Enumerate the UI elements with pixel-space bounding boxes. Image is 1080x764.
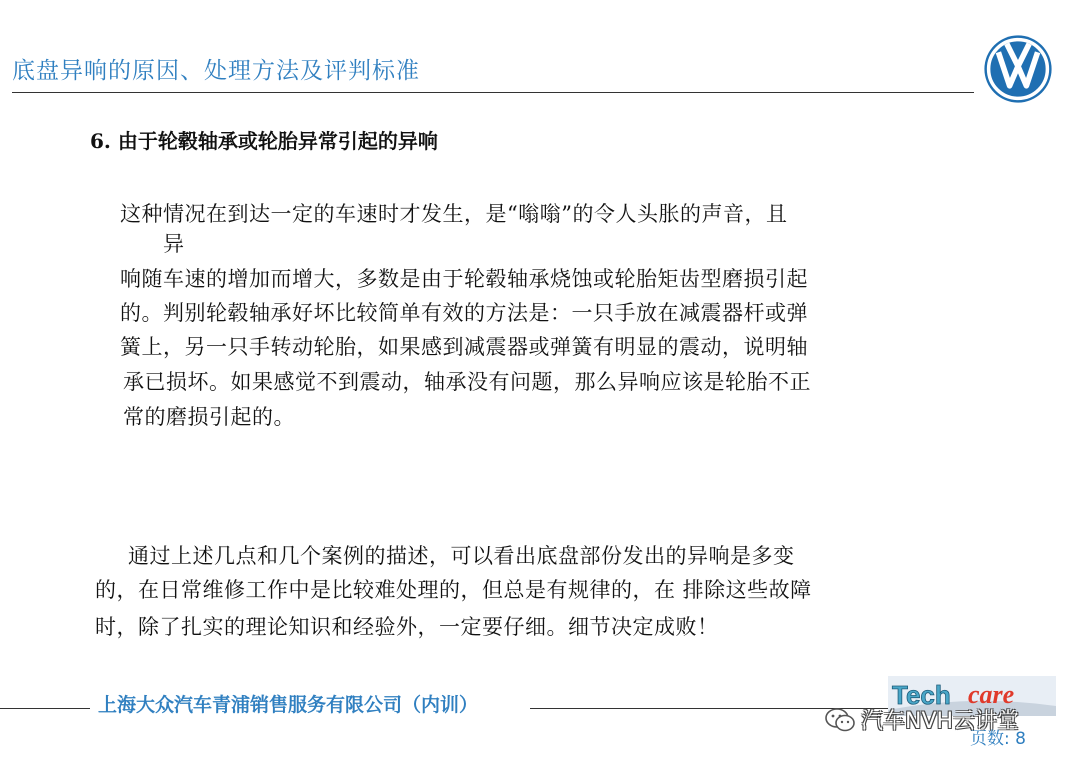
- paragraph-line: 承已损坏。如果感觉不到震动，轴承没有问题，那么异响应该是轮胎不正: [123, 370, 811, 394]
- paragraph-line: 响随车速的增加而增大，多数是由于轮毂轴承烧蚀或轮胎矩齿型磨损引起: [120, 267, 808, 291]
- vw-logo-icon: [983, 34, 1053, 104]
- paragraph-line: 簧上，另一只手转动轮胎，如果感到减震器或弹簧有明显的震动，说明轴: [120, 335, 808, 359]
- techcare-logo-text-care: care: [968, 680, 1015, 709]
- summary-line: 时，除了扎实的理论知识和经验外，一定要仔细。细节决定成败！: [95, 615, 719, 639]
- page-title: 底盘异响的原因、处理方法及评判标准: [12, 58, 420, 84]
- wechat-icon: [825, 707, 855, 733]
- summary-line: 的，在日常维修工作中是比较难处理的，但总是有规律的，在 排除这些故障: [95, 578, 812, 602]
- summary-line: 通过上述几点和几个案例的描述，可以看出底盘部份发出的异响是多变: [128, 544, 795, 568]
- paragraph-line: 的。判别轮毂轴承好坏比较简单有效的方法是：一只手放在减震器杆或弹: [120, 301, 808, 325]
- techcare-logo-text-tech: Tech: [892, 680, 951, 710]
- footer-divider-left: [0, 708, 90, 709]
- watermark-text: 汽车NVH云讲堂: [861, 709, 1020, 734]
- section-heading: 6. 由于轮毂轴承或轮胎异常引起的异响: [90, 129, 438, 153]
- paragraph-line: 这种情况在到达一定的车速时才发生，是“嗡嗡”的令人头胀的声音，且: [120, 202, 788, 226]
- header-divider: [12, 92, 974, 93]
- page-number: 页数: 8: [970, 729, 1026, 749]
- paragraph-line: 异: [163, 232, 185, 256]
- paragraph-line: 常的磨损引起的。: [123, 405, 295, 429]
- footer-company: 上海大众汽车青浦销售服务有限公司（内训）: [98, 694, 479, 716]
